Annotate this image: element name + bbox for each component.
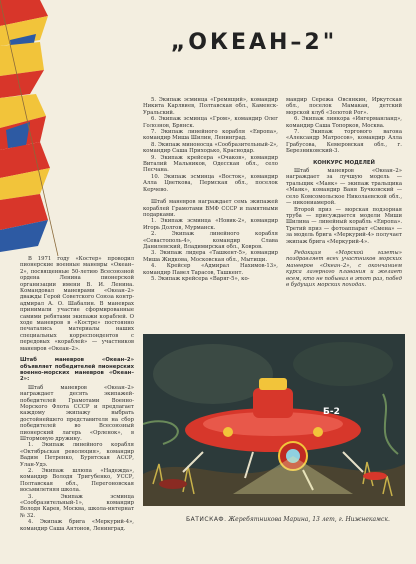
artwork-caption (186, 516, 406, 523)
list-item: 6. Экипаж эсминца «Гром», командир Олег Голознов, Брянск. (143, 116, 278, 129)
intro-paragraph: В 1971 году «Костер» проводил пионерские военные маневры «Океан–2», посвященные 50-летию Всесоюзной ордена Ленина пионерской организации имени В. И. Ленина. Командовал маневрами «Океан–2» дважды Герой Советского Союза контр-адмирал А. О. Шабалин. В маневрах принимали участие сформированные самими ребятами экипажи кораблей. О ходе маневров в «Костре» постоянно печатались материалы наших специальных корреспондентов с передовых «кораблей» — участников маневров «Океан–2». (20, 256, 134, 352)
contest-heading: КОНКУРС МОДЕЛЕЙ (313, 159, 375, 166)
list-item: 4. Экипаж брига «Меркурий-4», командир Саша Антонов, Ленинград. (20, 519, 134, 532)
right-column (286, 97, 402, 309)
caption-text: Жеребятникова Марина, 13 лет, г. Нижнекамск. (228, 516, 390, 523)
staff-paragraph: Штаб маневров «Океан–2» награждает десять экипажей-победителей Грамотами Военно-Морского Флота СССР и предлагает каждому экипажу выбрать достойнейшего представителя на сбор победителей во Всесоюзный пионерский лагерь «Орленок», в Штормовую дружину. (20, 384, 134, 442)
svg-text:Б-2: Б-2 (323, 407, 340, 417)
list-item: 3. Экипаж эсминца «Сообразительный-1», командир Володя Карев, Москва, школа-интернат № 32. (20, 493, 134, 519)
list-item: 2. Экипаж линейного корабля «Севастополь-4», командир Слава Данилевский, Владимирская обл., Ковров. (143, 231, 278, 250)
awards-intro: Штаб маневров награждает семь экипажей кораблей Грамотами ВМФ СССР и памятными подарками. (143, 199, 278, 218)
contest-paragraph: Штаб маневров «Океан–2» награждает за лучшую модель — тральщик «Маяк» — экипаж тральщика «Маяк», командир Ваня Бучковский — село Комсомольское Николаевской обл., — никониамерой. (286, 168, 402, 207)
left-column (20, 256, 134, 556)
list-item: 2. Экипаж шлюпа «Надежда», командир Володя Тригубенко, УССР, Полтавская обл., Перегоновская восьмилетняя школа. (20, 468, 134, 494)
staff-heading: Штаб маневров «Океан–2» объявляет победителей пионерских военно-морских маневров «Океан–2»: (20, 357, 134, 383)
list-item: 7. Экипаж торгового вагона «Александр Матросов», командир Алла Грабусова, Кемеровская обл., г. Березниковский-3. (286, 129, 402, 155)
page-title: „ОКЕАН–2" (170, 30, 338, 55)
list-item: 1. Экипаж эсминца «Новик-2», командир Игорь Долгов, Мурманск. (143, 218, 278, 231)
list-item: 3. Экипаж лидера «Ташкент-5», командир Миша Жидкова, Московская обл., Мытищи. (143, 250, 278, 263)
list-item: 7. Экипаж линейного корабля «Европа», командир Миша Шилин, Ленинград. (143, 129, 278, 142)
list-item: 5. Экипаж крейсера «Варяг-5», ко- (151, 275, 250, 282)
list-item: 4. Крейсер «Адмирал Нахимов-13», командир Павел Тарасов, Ташкент. (143, 263, 278, 276)
editorial-paragraph: Редакция «Морской газеты» поздравляет всех участников морских маневров «Океан–2», с окончанием курса лагерного плавания и желает всем, кто не побывал в этот раз, побед в будущих морских походах. (286, 249, 402, 288)
list-item: 9. Экипаж крейсера «Очаков», командир Виталий Мальников, Одесская обл., село Песчана. (143, 154, 278, 174)
caption-title: БАТИСКАФ. (186, 516, 227, 523)
list-item: мандир Сережа Овсянкин, Иркутская обл., поселок Мамакан, детский морской клуб «Золотой Рог». (286, 97, 402, 116)
middle-column (143, 97, 278, 309)
list-item: 10. Экипаж эсминца «Восток», командир Алла Цветкова, Пермская обл., поселок Керчево. (143, 173, 278, 193)
signal-flags-illustration (0, 0, 62, 260)
bathyscaphe-drawing (143, 334, 405, 506)
list-item: 5. Экипаж эсминца «Гремящий», командир Никита Карлвиев, Полтавская обл., Каменск-Уральский. (143, 97, 278, 116)
list-item: 6. Экипаж линкора «Ингерманланд», командир Саша Топорков, Москва. (286, 116, 402, 129)
list-item: 8. Экипаж миноносца «Сообразительный-2», командир Саша Приходько, Краснодар. (143, 141, 278, 155)
list-item: 1. Экипаж линейного корабля «Октябрьская революция», командир Вадим Петренко, Бурятская АССР, Улан-Удэ. (20, 442, 134, 468)
prize-paragraph: Второй приз — морская подзорная труба — присуждается модели Миши Шилина — линейный корабль «Европа». Третий приз — фотоаппарат «Смена» — за модель брига «Меркурий-4» получает экипаж брига «Меркурий-4». (286, 206, 402, 245)
